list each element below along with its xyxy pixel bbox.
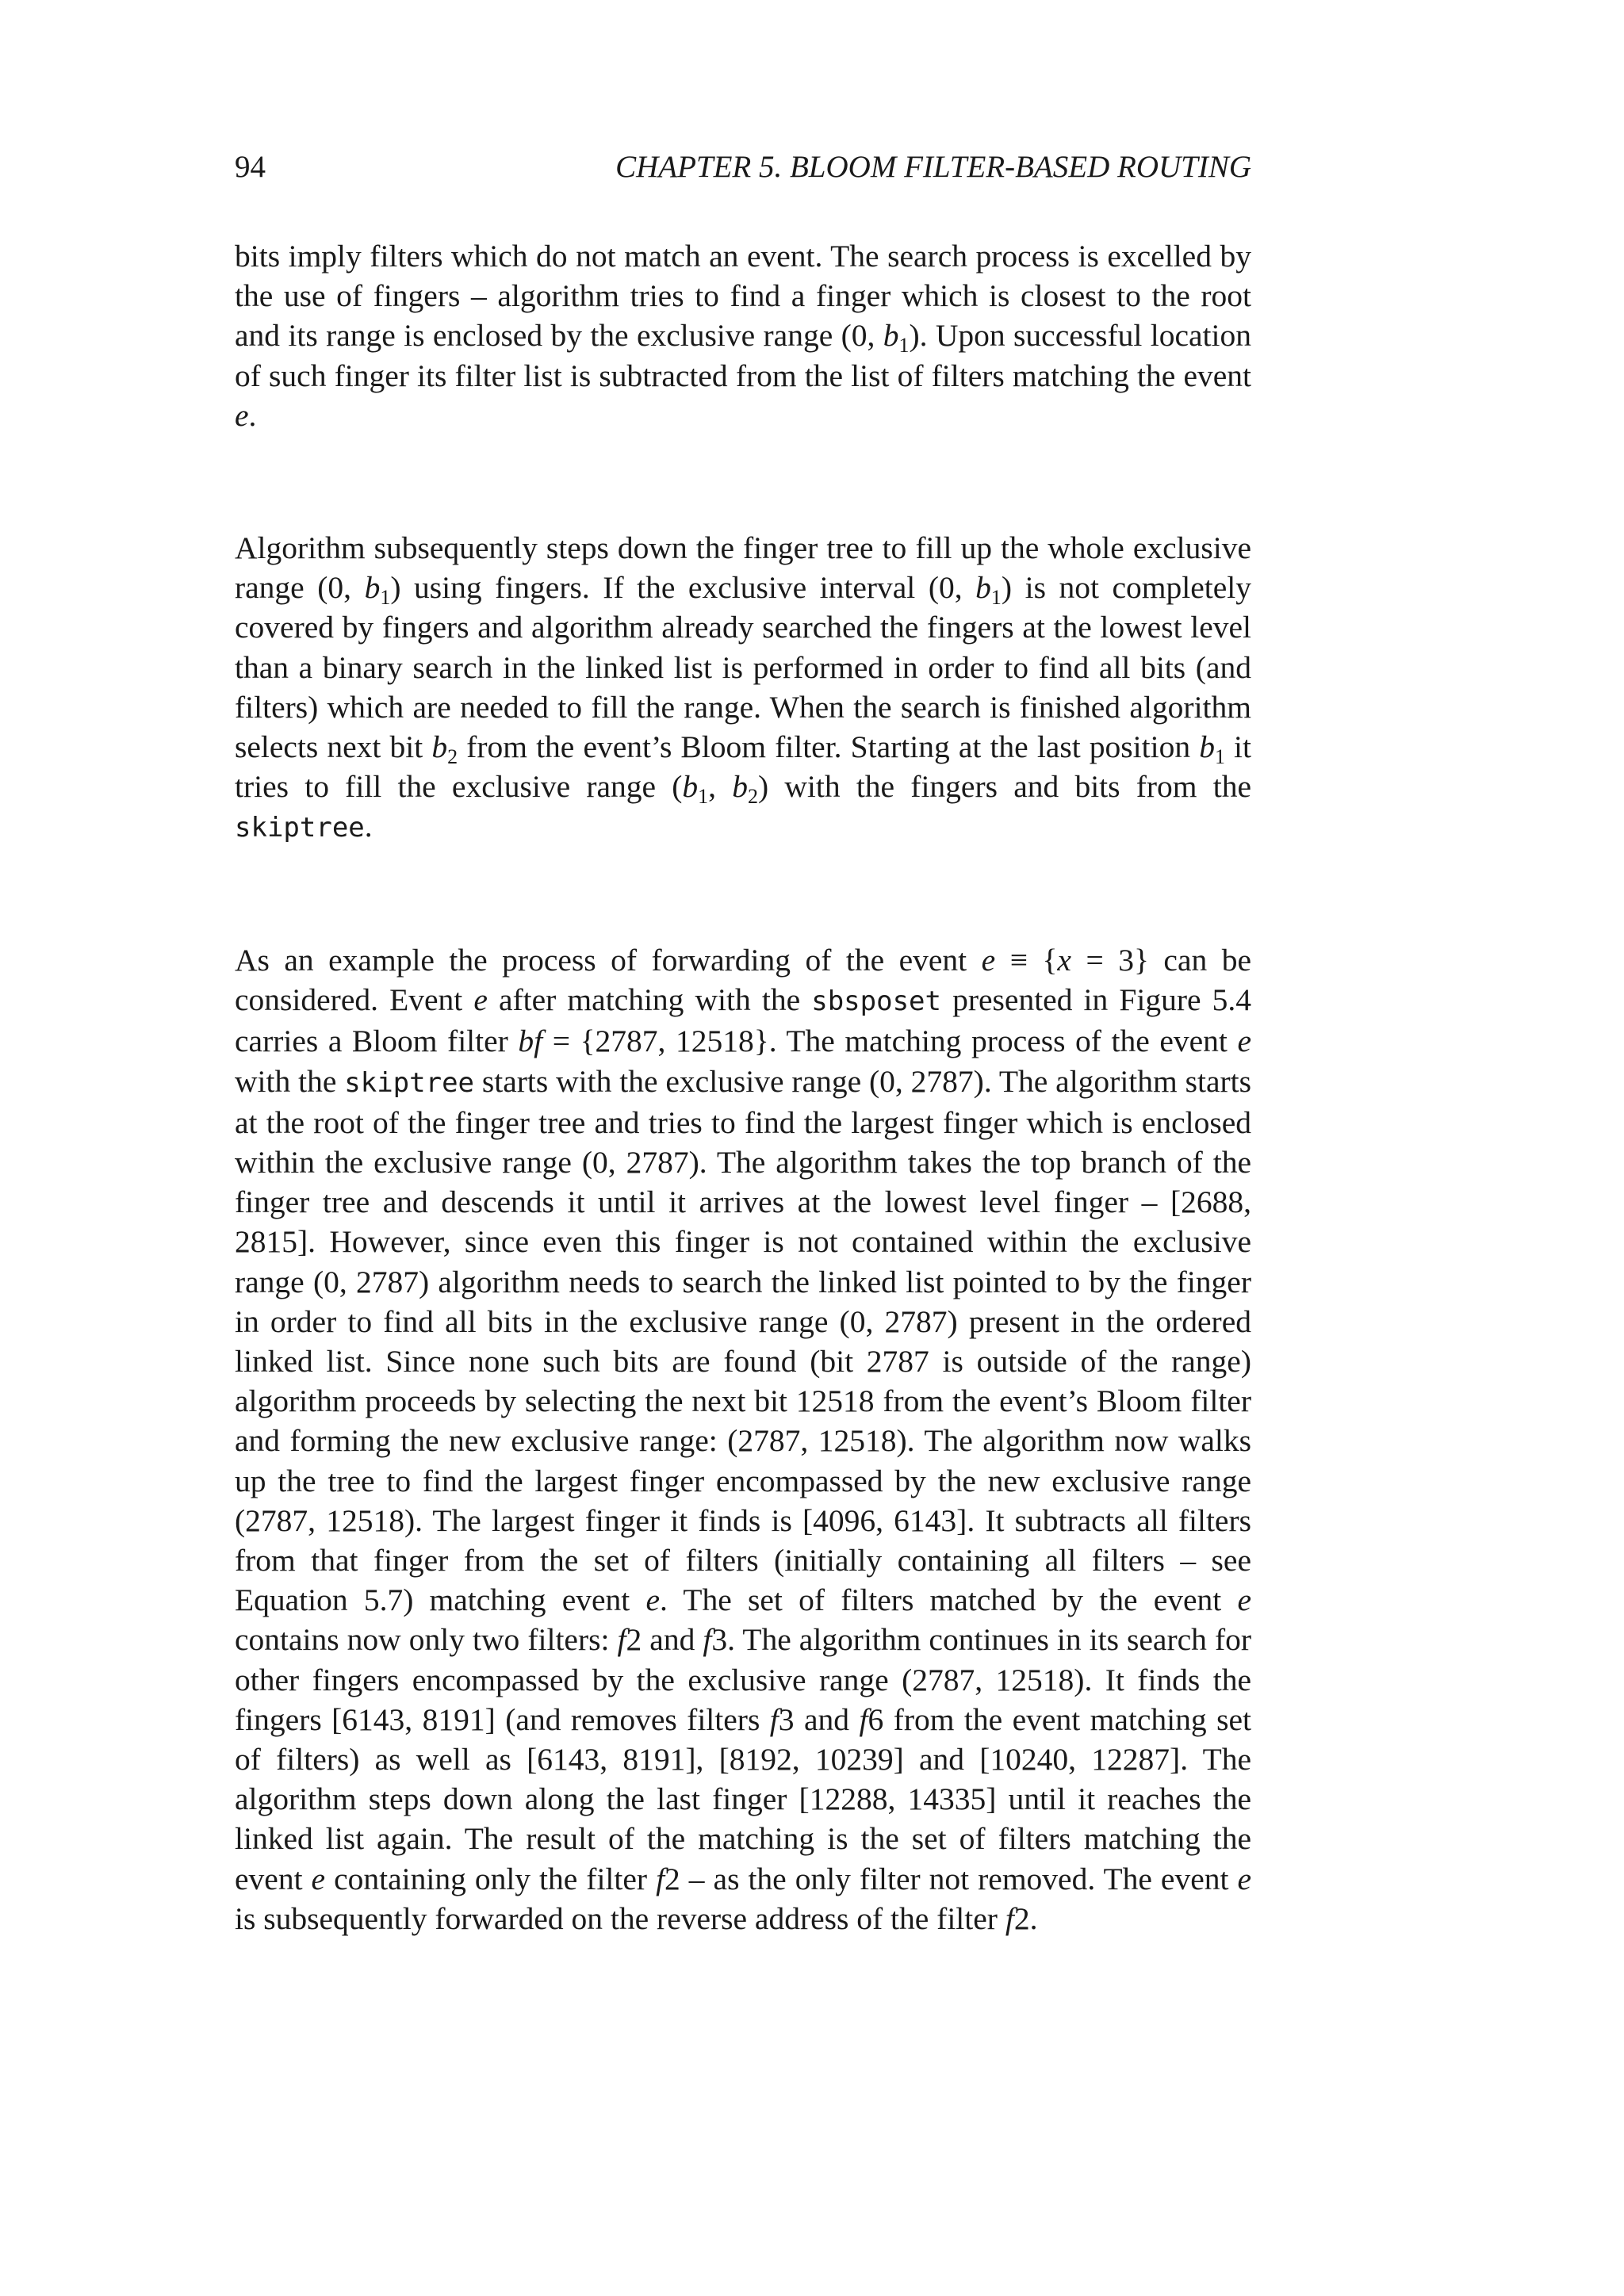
code-skiptree: skiptree	[344, 1066, 475, 1099]
paragraph-finger-search	[235, 236, 1251, 435]
paragraph-text: bits imply filters which do not match an event. The search process is excelled by the use of fingers – algorithm tries to find a finger which is closest to the root and its range is enclosed by the exclusive range (0, $b_1$). Upon successful location of such finger its filter list is subtracted from the list of filters matching the event e.	[235, 239, 1251, 433]
code-sbsposet: sbsposet	[811, 985, 941, 1018]
page-number: 94	[235, 150, 266, 184]
code-skiptree: skiptree	[235, 812, 365, 844]
paragraph-text: Algorithm subsequently steps down the finger tree to fill up the whole exclusive range (0, $b_1$) using fingers. If the exclusive interval (0, $b_1$) is not completely covered by fingers and algorithm already searched the fingers at the lowest level than a binary search in the linked list is performed in order to find all bits (and filters) which are needed to fill the range. When the search is finished algorithm selects next bit $b_2$ from the event’s Bloom filter. Starting at the last position $b_1$ it tries to fill the exclusive range ($b_1$, $b_2$) with the fingers and bits from the skiptree.	[235, 530, 1252, 844]
paragraph-forwarding-example	[235, 940, 1251, 1938]
running-head	[235, 147, 1251, 187]
paragraph-finger-tree-descent	[235, 528, 1251, 848]
paragraph-text: As an example the process of forwarding of the event e ≡ {x = 3} can be considered. Event e after matching with the sbsposet presented in Figure 5.4 carries a Bloom filter bf = {2787, 12518}. The matching process of the event e with the skiptree starts with the exclusive range (0, 2787). The algorithm starts at the root of the finger tree and tries to find the largest finger which is enclosed within the exclusive range (0, 2787). The algorithm takes the top branch of the finger tree and descends it until it arrives at the lowest level finger – [2688, 2815]. However, since even this finger is not contained within the exclusive range (0, 2787) algorithm needs to search the linked list pointed to by the finger in order to find all bits in the exclusive range (0, 2787) present in the ordered linked list. Since none such bits are found (bit 2787 is outside of the range) algorithm proceeds by selecting the next bit 12518 from the event’s Bloom filter and forming the new exclusive range: (2787, 12518). The algorithm now walks up the tree to find the largest finger encompassed by the new exclusive range (2787, 12518). The largest finger it finds is [4096, 6143]. It subtracts all filters from that finger from the set of filters (initially containing all filters – see Equation 5.7) matching event e. The set of filters matched by the event e contains now only two filters: f2 and f3. The algorithm continues in its search for other fingers encompassed by the exclusive range (2787, 12518). It finds the fingers [6143, 8191] (and removes filters f3 and f6 from the event matching set of filters) as well as [6143, 8191], [8192, 10239] and [10240, 12287]. The algorithm steps down along the last finger [12288, 14335] until it reaches the linked list again. The result of the matching is the set of filters matching the event e containing only the filter f2 – as the only filter not removed. The event e is subsequently forwarded on the reverse address of the filter f2.	[235, 943, 1252, 1936]
chapter-title: CHAPTER 5. BLOOM FILTER-BASED ROUTING	[615, 150, 1251, 184]
